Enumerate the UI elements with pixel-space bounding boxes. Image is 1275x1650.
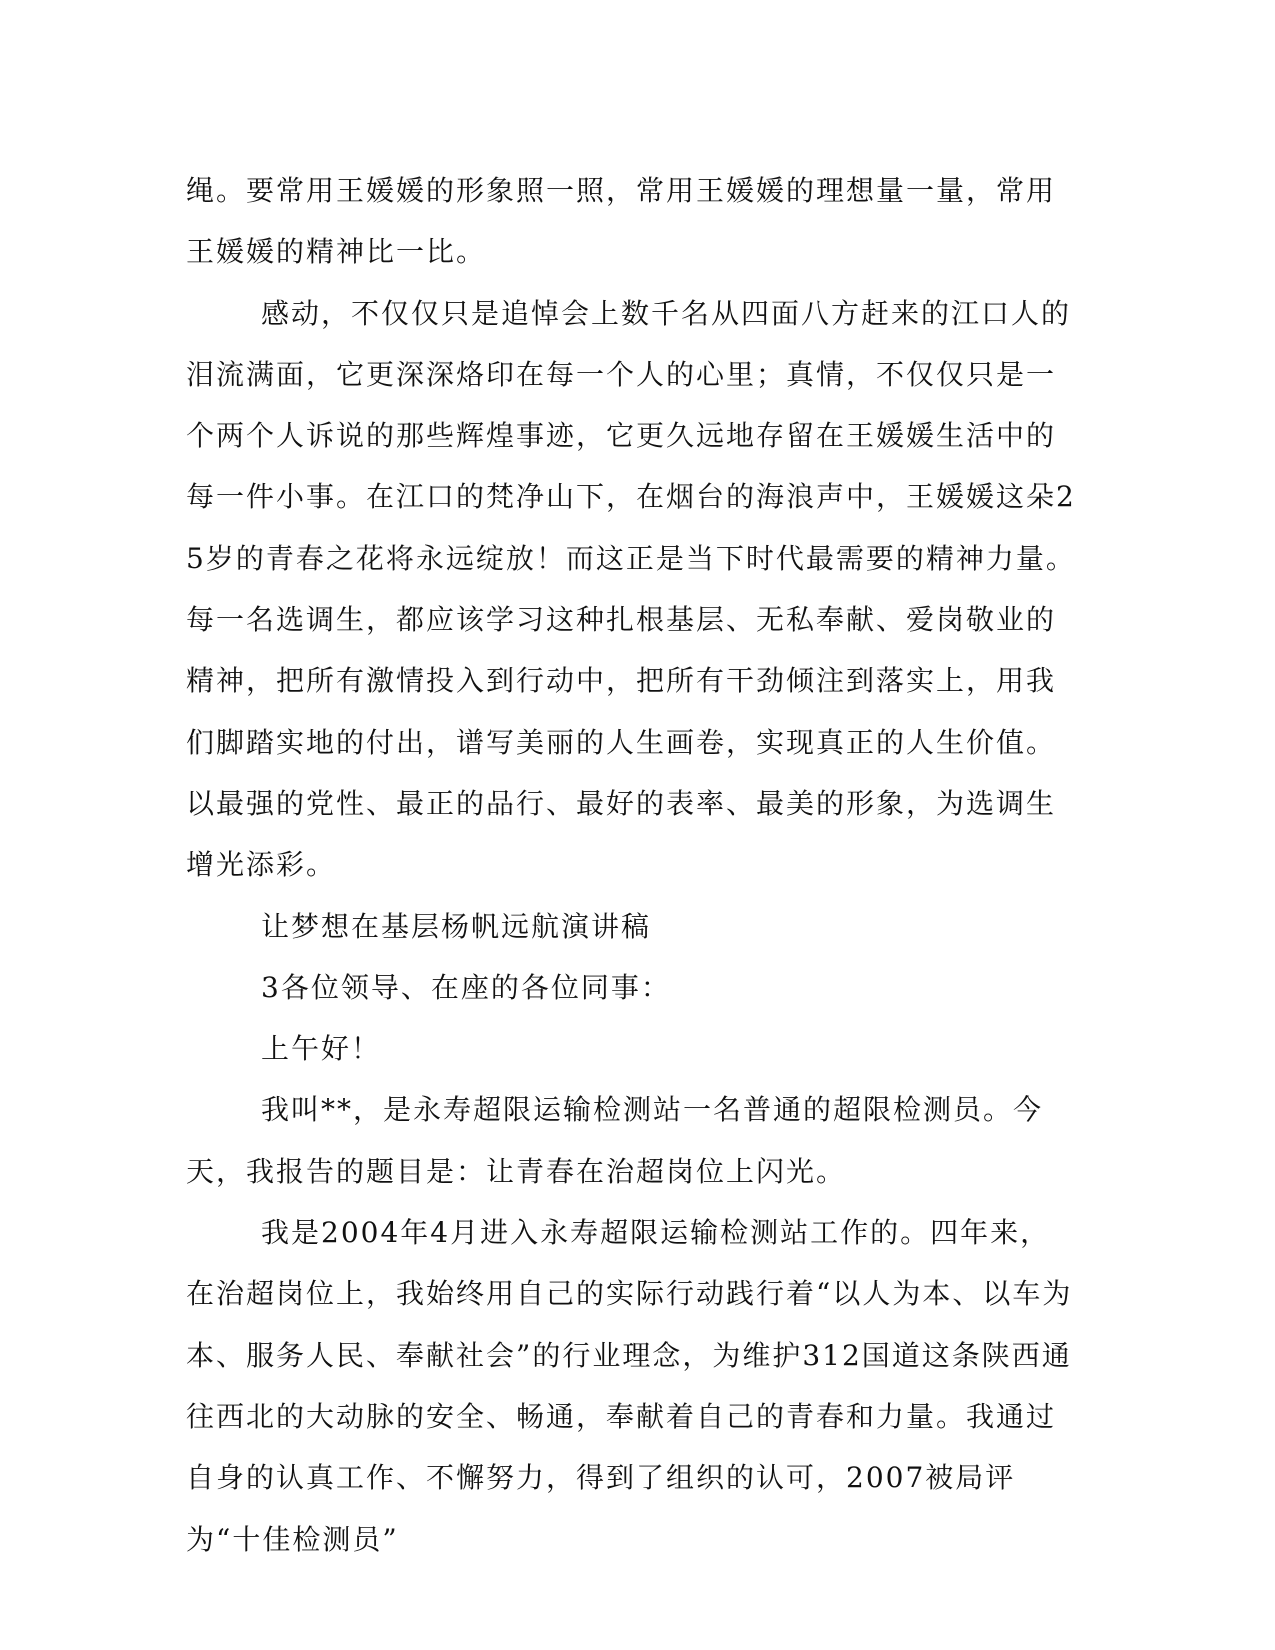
greeting: 上午好！ bbox=[261, 1032, 382, 1066]
document-body bbox=[186, 160, 1076, 1570]
paragraph-emotion: 感动，不仅仅只是追悼会上数千名从四面八方赶来的江口人的泪流满面，它更深深烙印在每一个人的心里；真情，不仅仅只是一个两个人诉说的那些辉煌事迹，它更久远地存留在王媛媛生活中的每一件小事。在江口的梵净山下，在烟台的海浪声中，王媛媛这朵25岁的青春之花将永远绽放！而这正是当下时代最需要的精神力量。每一名选调生，都应该学习这种扎根基层、无私奉献、爱岗敬业的精神，把所有激情投入到行动中，把所有干劲倾注到落实上，用我们脚踏实地的付出，谱写美丽的人生画卷，实现真正的人生价值。以最强的党性、最正的品行、最好的表率、最美的形象，为选调生增光添彩。 bbox=[186, 296, 1076, 882]
speech-title: 让梦想在基层杨帆远航演讲稿 bbox=[261, 909, 652, 943]
salutation: 3各位领导、在座的各位同事： bbox=[261, 970, 671, 1004]
paragraph-continued: 绳。要常用王媛媛的形象照一照，常用王媛媛的理想量一量，常用王媛媛的精神比一比。 bbox=[186, 174, 1057, 269]
paragraph-introduction: 我叫**，是永寿超限运输检测站一名普通的超限检测员。今天，我报告的题目是：让青春在治超岗位上闪光。 bbox=[186, 1093, 1044, 1188]
paragraph-experience: 我是2004年4月进入永寿超限运输检测站工作的。四年来，在治超岗位上，我始终用自己的实际行动践行着“以人为本、以车为本、服务人民、奉献社会”的行业理念，为维护312国道这条陕西通往西北的大动脉的安全、畅通，奉献着自己的青春和力量。我通过自身的认真工作、不懈努力，得到了组织的认可，2007被局评为“十佳检测员” bbox=[186, 1216, 1073, 1556]
